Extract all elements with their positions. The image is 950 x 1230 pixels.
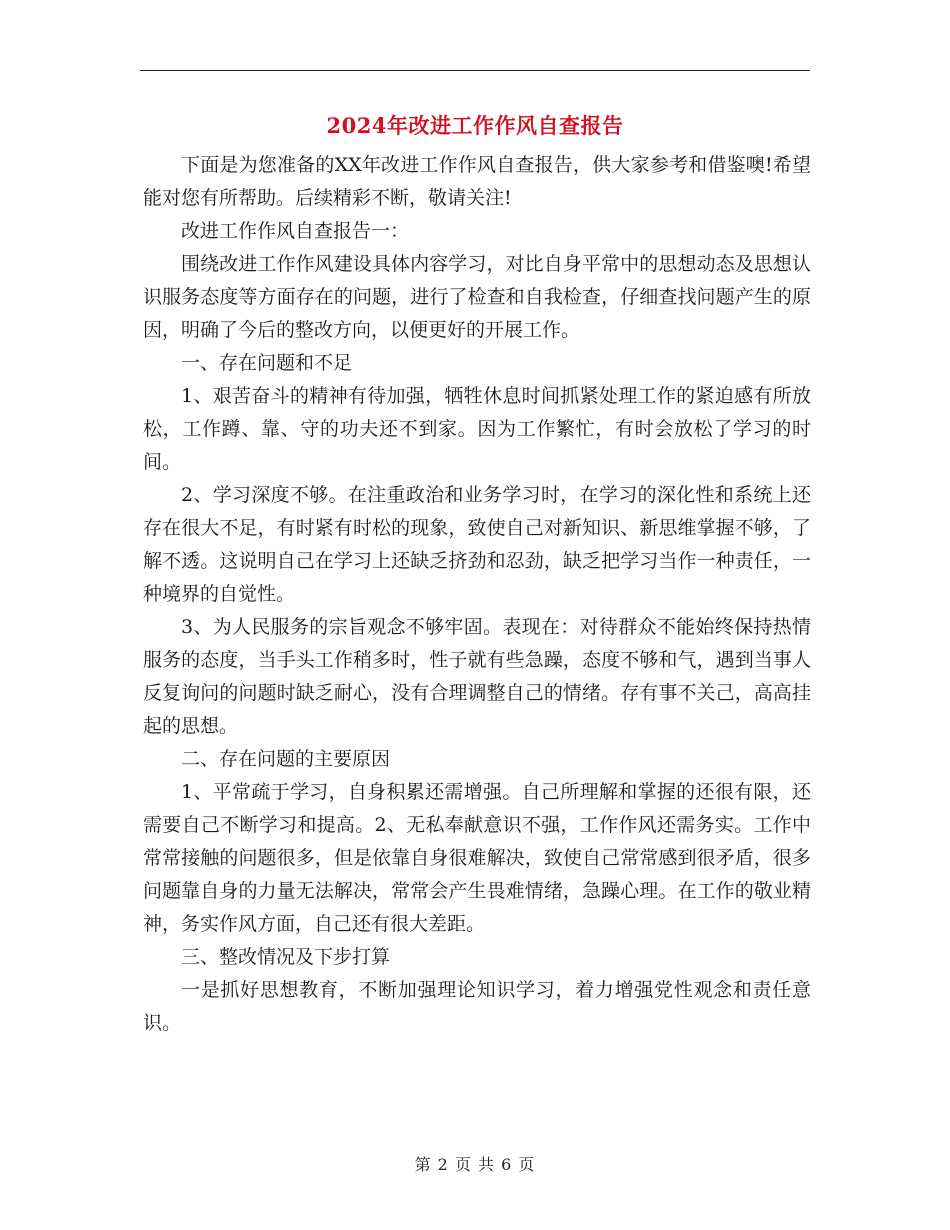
section-heading-problems: 一、存在问题和不足 bbox=[181, 352, 353, 374]
paragraph-problem-1: 1、艰苦奋斗的精神有待加强，牺牲休息时间抓紧处理工作的紧迫感有所放松，工作蹲、靠、守的功夫还不到家。因为工作繁忙，有时会放松了学习的时间。 bbox=[143, 385, 811, 473]
header-rule bbox=[140, 70, 810, 71]
paragraph-causes: 1、平常疏于学习，自身积累还需增强。自己所理解和掌握的还很有限，还需要自己不断学习和提高。2、无私奉献意识不强，工作作风还需务实。工作中常常接触的问题很多，但是依靠自身很难解决，致使自己常常感到很矛盾，很多问题靠自身的力量无法解决，常常会产生畏难情绪，急躁心理。在工作的敬业精神，务实作风方面，自己还有很大差距。 bbox=[143, 781, 811, 935]
page-number-footer: 第 2 页 共 6 页 bbox=[414, 1155, 536, 1174]
paragraph-report-heading: 改进工作作风自查报告一： bbox=[181, 220, 410, 242]
document-title: 2024年改进工作作风自查报告 bbox=[326, 113, 624, 138]
section-heading-plans: 三、整改情况及下步打算 bbox=[181, 946, 391, 968]
paragraph-intro: 下面是为您准备的XX年改进工作作风自查报告，供大家参考和借鉴噢!希望能对您有所帮助。后续精彩不断，敬请关注! bbox=[143, 154, 811, 209]
document-body bbox=[143, 149, 811, 1040]
section-heading-causes: 二、存在问题的主要原因 bbox=[181, 748, 391, 770]
paragraph-problem-3: 3、为人民服务的宗旨观念不够牢固。表现在：对待群众不能始终保持热情服务的态度，当手头工作稍多时，性子就有些急躁，态度不够和气，遇到当事人反复询问的问题时缺乏耐心，没有合理调整自己的情绪。存有事不关己，高高挂起的思想。 bbox=[143, 616, 811, 737]
paragraph-overview: 围绕改进工作作风建设具体内容学习，对比自身平常中的思想动态及思想认识服务态度等方面存在的问题，进行了检查和自我检查，仔细查找问题产生的原因，明确了今后的整改方向，以便更好的开展工作。 bbox=[143, 253, 811, 341]
paragraph-problem-2: 2、学习深度不够。在注重政治和业务学习时，在学习的深化性和系统上还存在很大不足，有时紧有时松的现象，致使自己对新知识、新思维掌握不够，了解不透。这说明自己在学习上还缺乏挤劲和忍劲，缺乏把学习当作一种责任，一种境界的自觉性。 bbox=[143, 484, 811, 605]
paragraph-plan-1: 一是抓好思想教育，不断加强理论知识学习，着力增强党性观念和责任意识。 bbox=[143, 979, 811, 1034]
